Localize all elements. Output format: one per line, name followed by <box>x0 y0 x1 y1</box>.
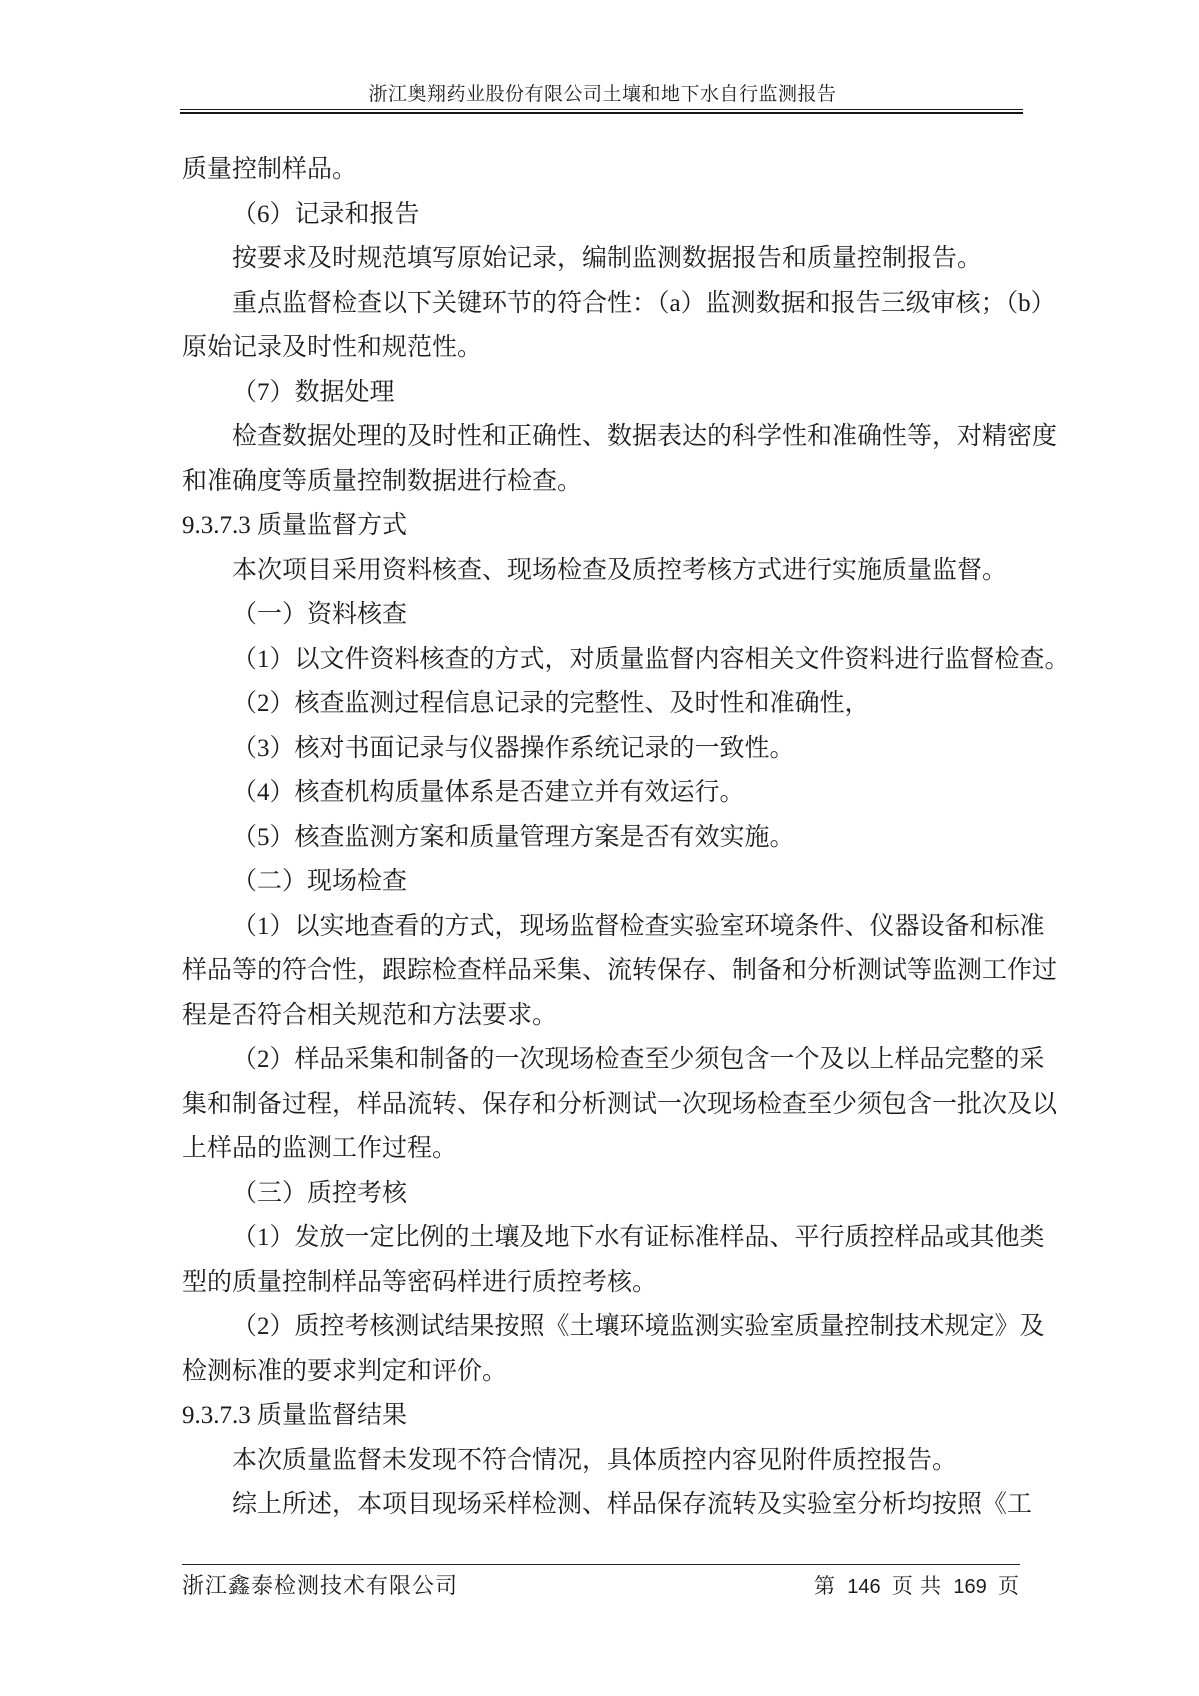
paragraph-line: 重点监督检查以下关键环节的符合性：（a）监测数据和报告三级审核；（b） <box>232 289 1056 317</box>
page-label-unit: 页 <box>891 1574 914 1598</box>
document-body <box>182 148 1070 1528</box>
header-title: 浙江奥翔药业股份有限公司土壤和地下水自行监测报告 <box>368 84 837 105</box>
footer-company: 浙江鑫泰检测技术有限公司 <box>182 1573 459 1598</box>
paragraph-line: 本次项目采用资料核查、现场检查及质控考核方式进行实施质量监督。 <box>232 556 1008 584</box>
paragraph-line: 集和制备过程，样品流转、保存和分析测试一次现场检查至少须包含一批次及以 <box>182 1090 1058 1118</box>
page-label-prefix: 第 <box>814 1574 836 1598</box>
paragraph-line: （2）核查监测过程信息记录的完整性、及时性和准确性， <box>232 690 870 717</box>
paragraph-line: （1）以文件资料核查的方式，对质量监督内容相关文件资料进行监督检查。 <box>232 645 1070 673</box>
paragraph-line: 型的质量控制样品等密码样进行质控考核。 <box>182 1268 658 1296</box>
paragraph-line: 程是否符合相关规范和方法要求。 <box>182 1001 558 1029</box>
paragraph-line: 原始记录及时性和规范性。 <box>182 334 483 361</box>
paragraph-line: （2）质控考核测试结果按照《土壤环境监测实验室质量控制技术规定》及 <box>232 1313 1045 1340</box>
paragraph-line: 和准确度等质量控制数据进行检查。 <box>182 467 583 495</box>
paragraph-line: 上样品的监测工作过程。 <box>182 1135 458 1162</box>
section-heading: 9.3.7.3 质量监督方式 <box>182 512 408 539</box>
paragraph-line: 按要求及时规范填写原始记录，编制监测数据报告和质量控制报告。 <box>232 245 983 272</box>
paragraph-line: （二）现场检查 <box>232 868 408 895</box>
paragraph-line: （一）资料核查 <box>232 601 408 628</box>
paragraph-line: 质量控制样品。 <box>182 156 358 183</box>
paragraph-line: 综上所述，本项目现场采样检测、样品保存流转及实验室分析均按照《工 <box>232 1491 1033 1518</box>
paragraph-line: 本次质量监督未发现不符合情况，具体质控内容见附件质控报告。 <box>232 1446 958 1474</box>
paragraph-line: （5）核查监测方案和质量管理方案是否有效实施。 <box>232 823 795 851</box>
paragraph-line: 样品等的符合性，跟踪检查样品采集、流转保存、制备和分析测试等监测工作过 <box>182 957 1058 984</box>
page-number-total: 169 <box>953 1576 987 1598</box>
paragraph-line: （7）数据处理 <box>232 378 395 406</box>
paragraph-line: （4）核查机构质量体系是否建立并有效运行。 <box>232 779 745 806</box>
page-label-unit: 页 <box>998 1574 1020 1598</box>
page-label-conj: 共 <box>920 1574 943 1598</box>
page-footer <box>182 1569 1020 1600</box>
paragraph-line: （1）以实地查看的方式，现场监督检查实验室环境条件、仪器设备和标准 <box>232 912 1045 940</box>
paragraph-line: 检查数据处理的及时性和正确性、数据表达的科学性和准确性等，对精密度 <box>232 423 1058 450</box>
paragraph-line: （3）核对书面记录与仪器操作系统记录的一致性。 <box>232 734 795 762</box>
header-rule <box>180 109 1023 114</box>
footer-page-info <box>814 1570 1020 1600</box>
footer-rule <box>182 1564 1020 1565</box>
paragraph-line: （三）质控考核 <box>232 1179 408 1207</box>
paragraph-line: （6）记录和报告 <box>232 200 420 228</box>
page-number-current: 146 <box>847 1576 881 1598</box>
paragraph-line: 检测标准的要求判定和评价。 <box>182 1357 508 1385</box>
section-heading: 9.3.7.3 质量监督结果 <box>182 1402 408 1429</box>
paragraph-line: （1）发放一定比例的土壤及地下水有证标准样品、平行质控样品或其他类 <box>232 1224 1045 1251</box>
paragraph-line: （2）样品采集和制备的一次现场检查至少须包含一个及以上样品完整的采 <box>232 1046 1045 1073</box>
